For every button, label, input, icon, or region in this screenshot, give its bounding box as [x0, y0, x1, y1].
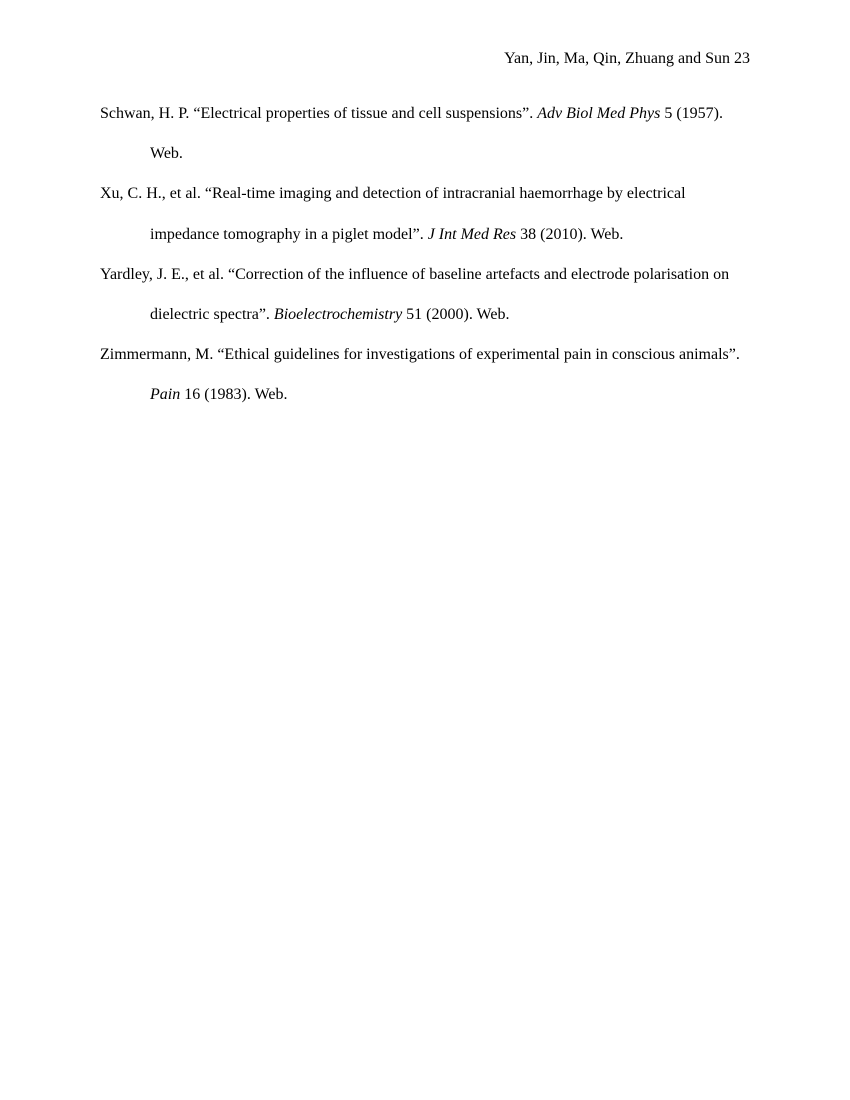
reference-title: “Correction of the influence of baseline artefacts and electrode polarisation on dielectric spectra”. [150, 265, 730, 324]
reference-journal: Pain [150, 386, 181, 404]
reference-journal: Adv Biol Med Phys [537, 105, 661, 122]
reference-details: 38 (2010). Web. [520, 225, 624, 243]
reference-details: 51 (2000). Web. [406, 306, 510, 324]
reference-details: 5 (1957). Web. [150, 105, 723, 163]
reference-title: “Ethical guidelines for investigations of experimental pain in conscious animals”. [217, 346, 740, 364]
reference-authors: Yardley, J. E., et al. [100, 265, 224, 283]
reference-entry [100, 335, 752, 415]
reference-authors: Schwan, H. P. [100, 105, 190, 122]
reference-entry [100, 94, 752, 174]
reference-title: “Real-time imaging and detection of intracranial haemorrhage by electrical impedance tomography in a piglet model”. [150, 185, 686, 243]
reference-entry [100, 255, 752, 335]
reference-journal: J Int Med Res [427, 225, 517, 243]
reference-authors: Zimmermann, M. [100, 346, 214, 364]
reference-journal: Bioelectrochemistry [273, 306, 403, 324]
reference-authors: Xu, C. H., et al. [100, 185, 201, 203]
reference-list [100, 94, 752, 416]
reference-details: 16 (1983). Web. [184, 386, 288, 404]
reference-entry [100, 174, 752, 254]
reference-title: “Electrical properties of tissue and cell suspensions”. [193, 105, 534, 122]
running-head: Yan, Jin, Ma, Qin, Zhuang and Sun 23 [504, 50, 750, 67]
